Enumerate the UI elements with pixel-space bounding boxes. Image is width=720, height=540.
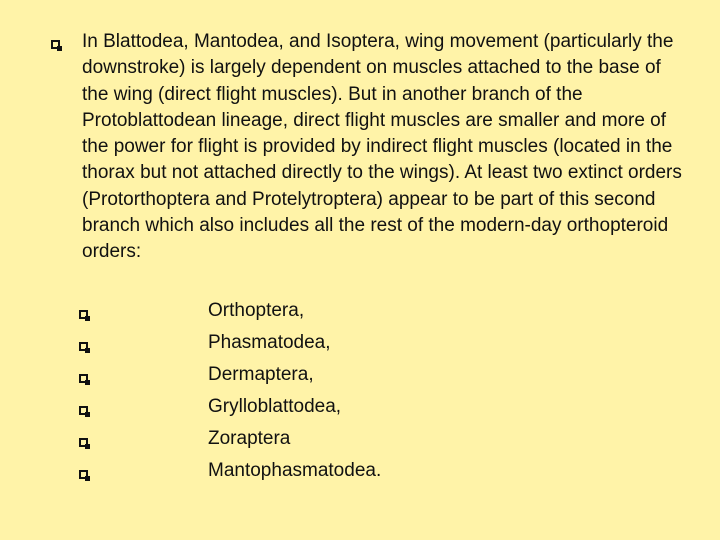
- square-bullet-icon: [79, 406, 88, 415]
- list-item: [0, 394, 720, 426]
- order-name: Mantophasmatodea.: [208, 460, 382, 481]
- order-name: Zoraptera: [208, 428, 291, 449]
- orthopteroid-orders-list: [0, 298, 720, 490]
- square-bullet-icon: [79, 310, 88, 319]
- square-bullet-icon: [79, 438, 88, 447]
- list-item: [0, 426, 720, 458]
- order-name: Dermaptera,: [208, 364, 314, 385]
- list-item: [0, 362, 720, 394]
- square-bullet-icon: [79, 342, 88, 351]
- square-bullet-icon: [79, 470, 88, 479]
- square-bullet-icon: [79, 374, 88, 383]
- list-item: [0, 330, 720, 362]
- order-name: Orthoptera,: [208, 300, 305, 321]
- list-item: [0, 458, 720, 490]
- square-bullet-icon: [51, 40, 60, 49]
- order-name: Grylloblattodea,: [208, 396, 342, 417]
- order-name: Phasmatodea,: [208, 332, 331, 353]
- main-paragraph: In Blattodea, Mantodea, and Isoptera, wing movement (particularly the downstroke) is largely dependent on muscles attached to the base of the wing (direct flight muscles). But in another branch of the Protoblattodean lineage, direct flight muscles are smaller and more of the power for flight is provided by indirect flight muscles (located in the thorax but not attached directly to the wings). At least two extinct orders (Protorthoptera and Protelytroptera) appear to be part of this second branch which also includes all the rest of the modern-day orthopteroid orders:: [82, 31, 682, 263]
- list-item: [0, 298, 720, 330]
